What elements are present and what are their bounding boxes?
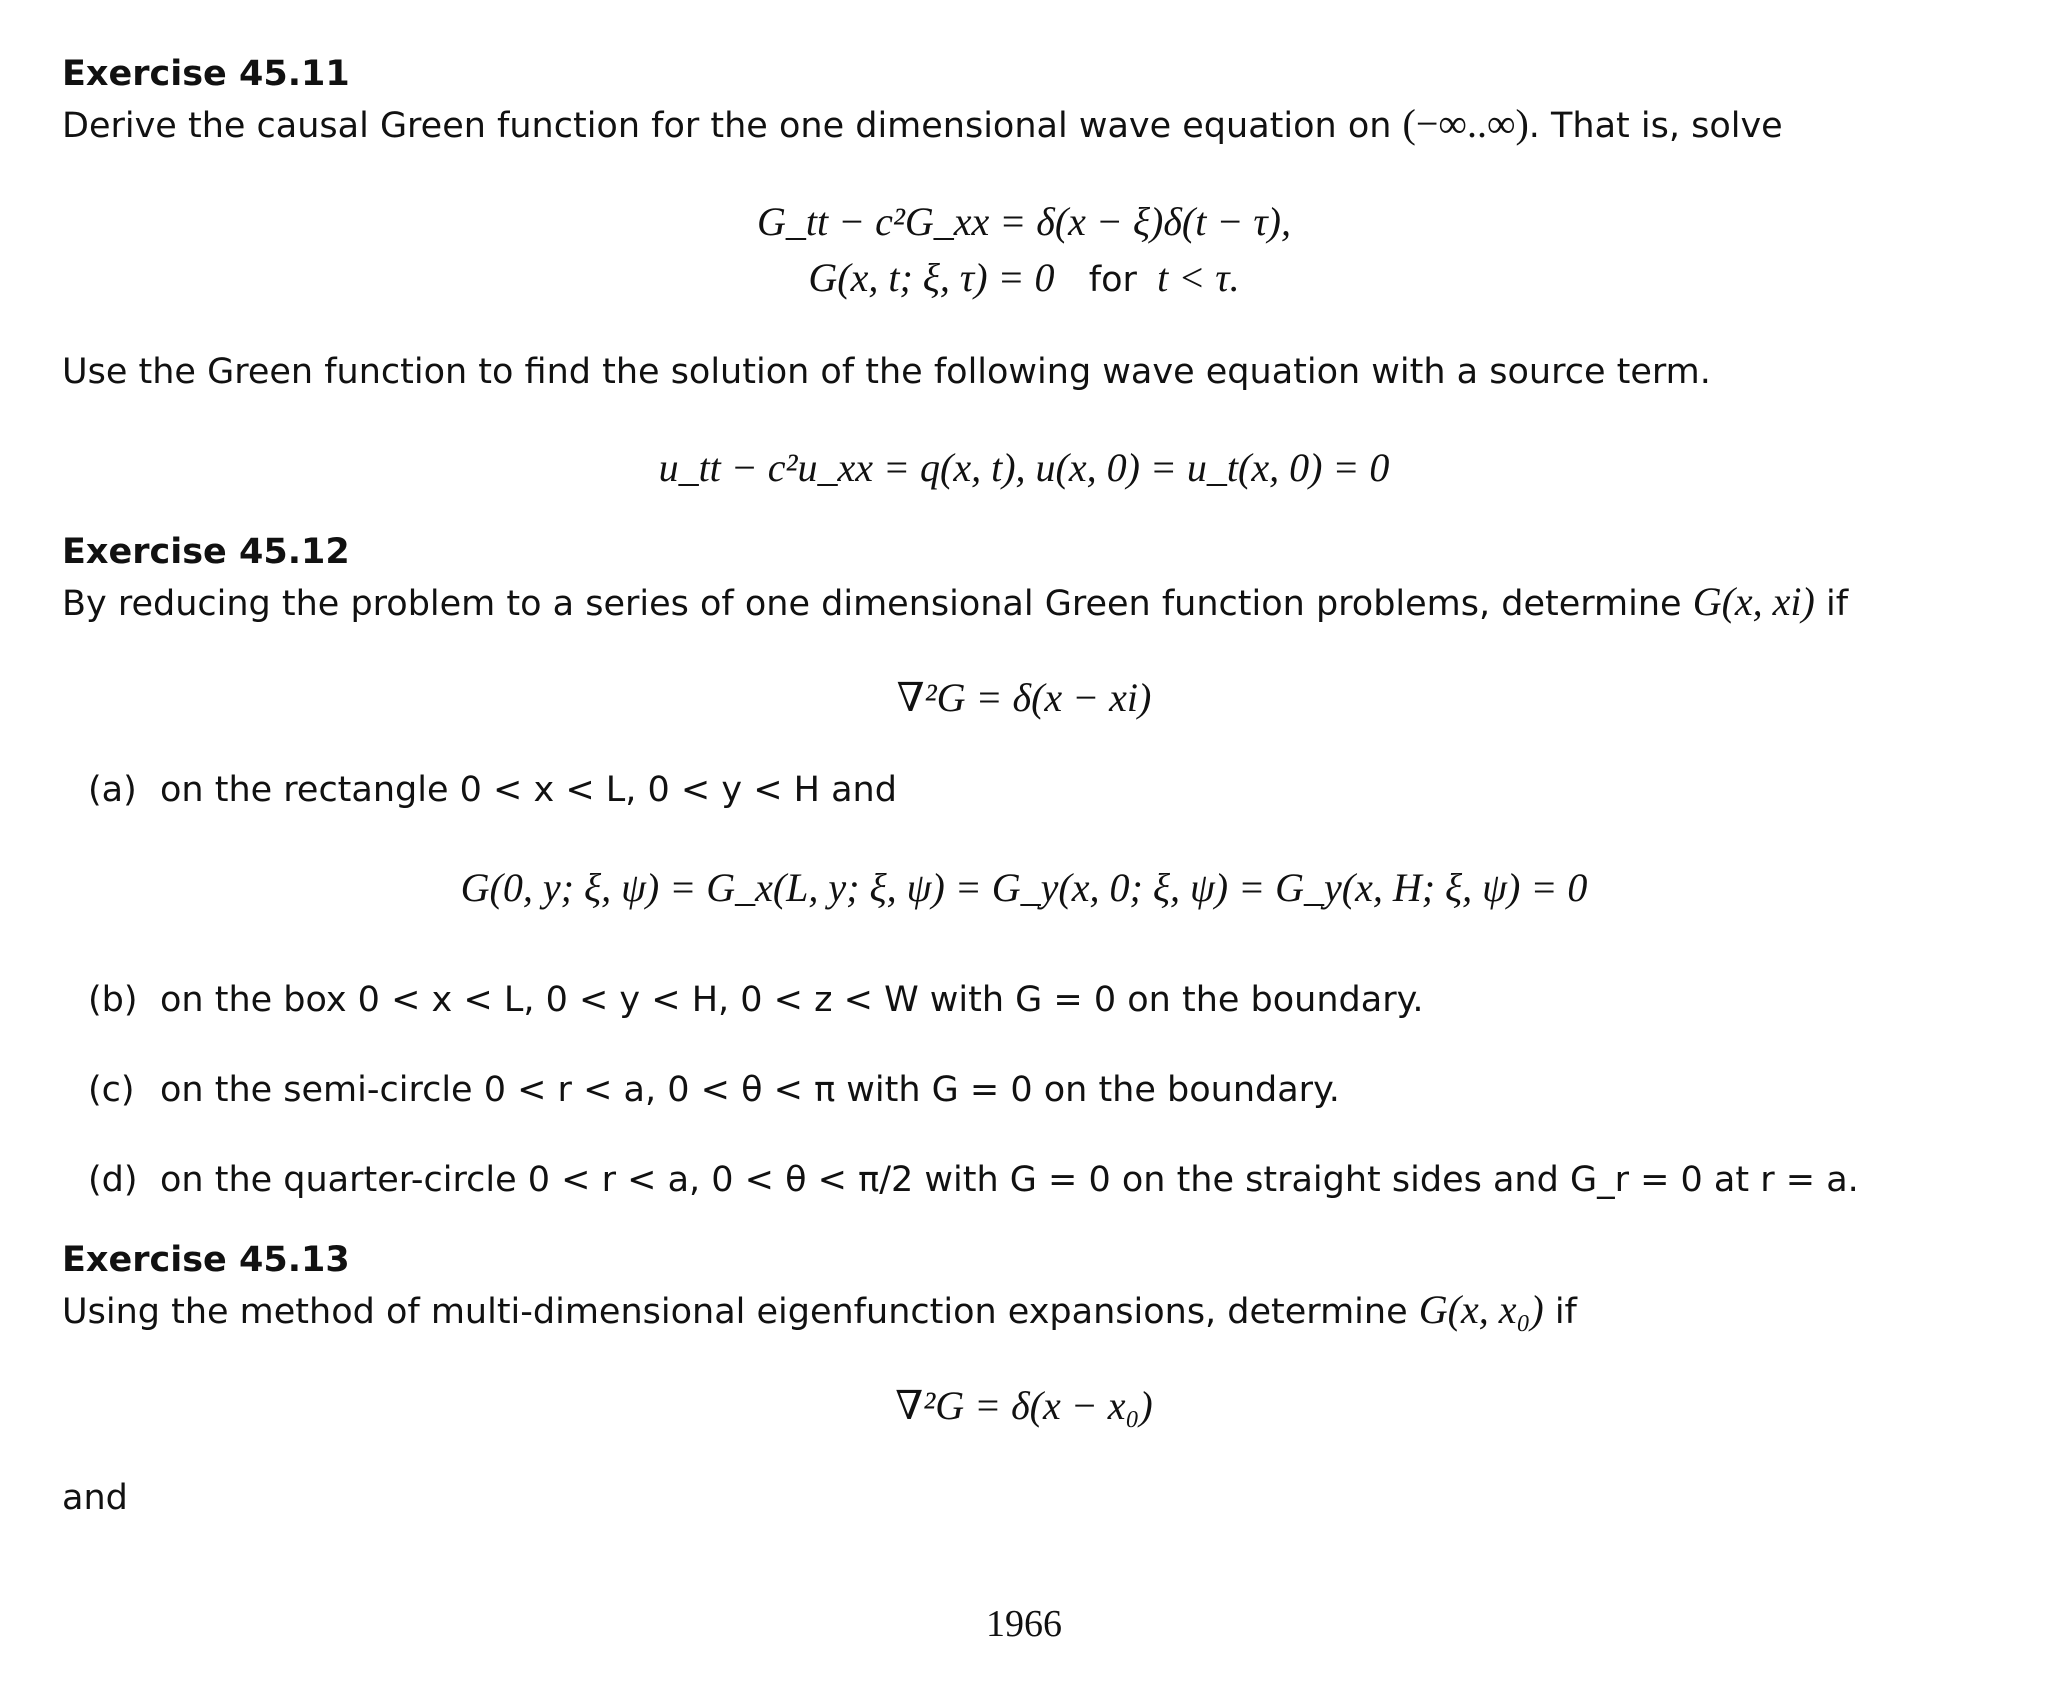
and-text: and: [62, 1478, 128, 1518]
exercise-45-11-intro: Derive the causal Green function for the one dimensional wave equation on (−∞..∞). That is, solve: [62, 101, 1783, 146]
exercise-45-13-title: Exercise 45.13: [62, 1240, 350, 1280]
list-item: (b) on the box 0 < x < L, 0 < y < H, 0 < z < W with G = 0 on the boundary.: [88, 980, 1424, 1020]
equation-laplace-delta: ∇²G = δ(x − xi): [896, 675, 1152, 720]
equation-green-wave: [0, 196, 2048, 247]
use-green-function-text: Use the Green function to find the solution of the following wave equation with a source term.: [62, 352, 1711, 392]
list-item: (c) on the semi-circle 0 < r < a, 0 < θ < π with G = 0 on the boundary.: [88, 1070, 1340, 1110]
equation-laplace-delta-x0: ∇²G = δ(x − x₀): [895, 1383, 1153, 1428]
interval-math: (−∞..∞): [1402, 101, 1529, 146]
exercise-45-11-title: Exercise 45.11: [62, 54, 350, 94]
green-function-math: G(x, xi): [1692, 579, 1815, 624]
exercise-45-12-intro: By reducing the problem to a series of one dimensional Green function problems, determine G(x, xi) if: [62, 579, 1849, 624]
list-item: (d) on the quarter-circle 0 < r < a, 0 < θ < π/2 with G = 0 on the straight sides and G_r = 0 at r = a.: [88, 1160, 1859, 1200]
page-number: 1966: [986, 1603, 1062, 1645]
equation-wave-source: u_tt − c²u_xx = q(x, t), u(x, 0) = u_t(x, 0) = 0: [658, 445, 1390, 490]
equation-text: G_tt − c²G_xx = δ(x − ξ)δ(t − τ),: [756, 199, 1291, 244]
list-item: (a) on the rectangle 0 < x < L, 0 < y < H and: [88, 770, 897, 810]
exercise-45-13-intro: Using the method of multi-dimensional eigenfunction expansions, determine G(x, x₀) if: [62, 1287, 1577, 1332]
equation-causal-condition: G(x, t; ξ, τ) = 0 for t < τ.: [808, 255, 1240, 300]
exercise-45-12-title: Exercise 45.12: [62, 532, 350, 572]
equation-rectangle-boundary: G(0, y; ξ, ψ) = G_x(L, y; ξ, ψ) = G_y(x, 0; ξ, ψ) = G_y(x, H; ξ, ψ) = 0: [460, 865, 1588, 910]
green-function-math: G(x, x₀): [1418, 1287, 1544, 1332]
